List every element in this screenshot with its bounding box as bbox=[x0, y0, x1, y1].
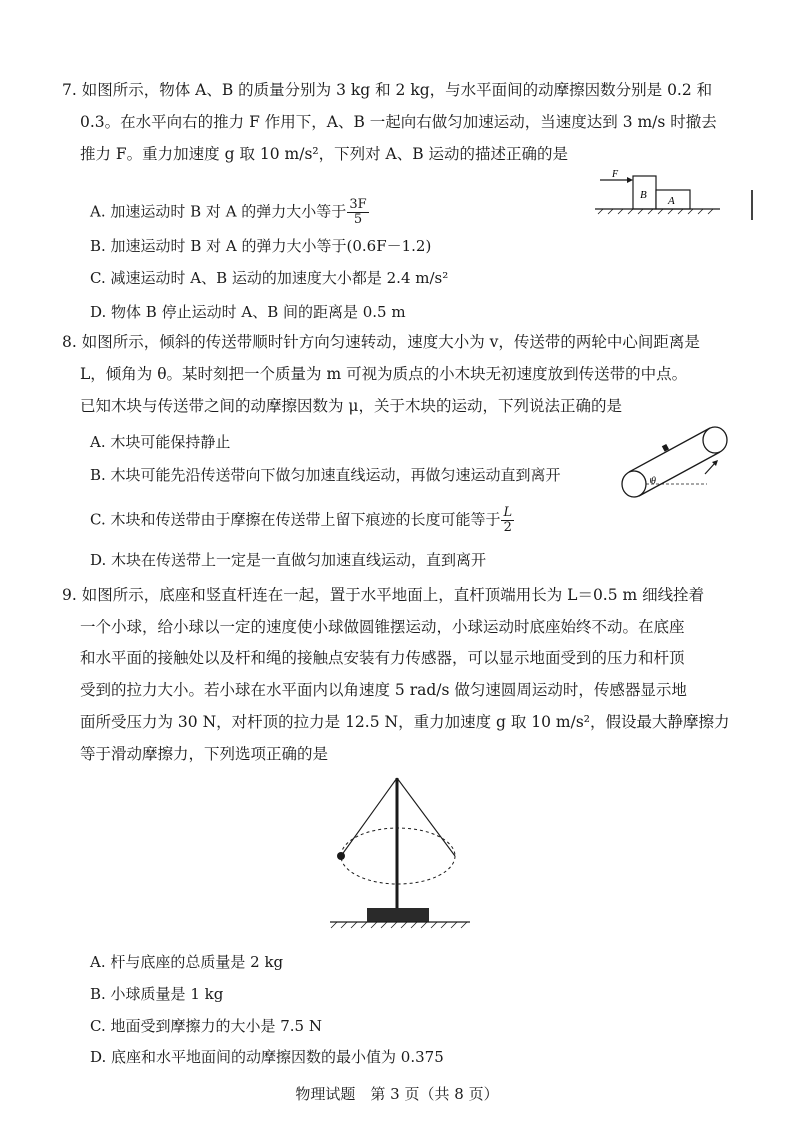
cone-edge bbox=[397, 778, 455, 856]
motion-arrow bbox=[705, 463, 715, 474]
q8-option-b: B. 木块可能先沿传送带向下做匀加速直线运动，再做匀速运动直到离开 bbox=[90, 466, 561, 484]
q9-line-5: 面所受压力为 30 N，对杆顶的拉力是 12.5 N，重力加速度 g 取 10 m/s²，假设最大静摩擦力 bbox=[80, 713, 730, 731]
q9-line-4: 受到的拉力大小。若小球在水平面内以角速度 5 rad/s 做匀速圆周运动时，传感器显示地 bbox=[80, 681, 687, 699]
q7-line-3: 推力 F。重力加速度 g 取 10 m/s²，下列对 A、B 运动的描述正确的是 bbox=[80, 145, 569, 163]
q9-line-1: 9. 如图所示，底座和竖直杆连在一起，置于水平地面上，直杆顶端用长为 L＝0.5 m 细线拴着 bbox=[62, 586, 705, 604]
q9-option-b: B. 小球质量是 1 kg bbox=[90, 985, 224, 1003]
q7-figure bbox=[590, 170, 730, 220]
scan-edge-mark bbox=[751, 190, 753, 220]
top-wheel bbox=[703, 427, 727, 453]
string bbox=[341, 778, 397, 856]
page-footer: 物理试题 第 3 页（共 8 页） bbox=[295, 1085, 499, 1103]
belt-upper bbox=[629, 428, 710, 472]
fraction-denominator: 5 bbox=[353, 212, 363, 227]
q9-option-c: C. 地面受到摩擦力的大小是 7.5 N bbox=[90, 1017, 322, 1035]
block-a-label: A bbox=[668, 195, 675, 207]
q8-option-a: A. 木块可能保持静止 bbox=[90, 433, 231, 451]
q9-option-a: A. 杆与底座的总质量是 2 kg bbox=[90, 953, 284, 971]
angle-label: θ bbox=[651, 476, 656, 487]
fraction-denominator: 2 bbox=[503, 520, 512, 535]
q9-line-2: 一个小球，给小球以一定的速度使小球做圆锥摆运动，小球运动时底座始终不动。在底座 bbox=[80, 618, 685, 636]
q7-option-d: D. 物体 B 停止运动时 A、B 间的距离是 0.5 m bbox=[90, 303, 406, 321]
fraction-numerator: 3F bbox=[349, 197, 367, 212]
q9-line-3: 和水平面的接触处以及杆和绳的接触点安装有力传感器，可以显示地面受到的压力和杆顶 bbox=[80, 649, 685, 667]
force-label: F bbox=[612, 170, 619, 180]
q9-option-d: D. 底座和水平地面间的动摩擦因数的最小值为 0.375 bbox=[90, 1048, 444, 1066]
block-b-label: B bbox=[640, 189, 647, 201]
bottom-wheel bbox=[622, 471, 646, 497]
q7-option-a bbox=[90, 198, 370, 227]
q8-option-c-text: C. 木块和传送带由于摩擦在传送带上留下痕迹的长度可能等于 bbox=[90, 510, 501, 529]
q8-line-2: L，倾角为 θ。某时刻把一个质量为 m 可视为质点的小木块无初速度放到传送带的中点。 bbox=[80, 365, 688, 383]
q8-line-1: 8. 如图所示，倾斜的传送带顺时针方向匀速转动，速度大小为 v，传送带的两轮中心间距离是 bbox=[62, 333, 700, 351]
fraction bbox=[347, 198, 368, 227]
q7-option-a-text: A. 加速运动时 B 对 A 的弹力大小等于 bbox=[90, 202, 347, 221]
q8-figure bbox=[615, 418, 735, 503]
q7-line-2: 0.3。在水平向右的推力 F 作用下，A、B 一起向右做匀加速运动，当速度达到 3 m/s 时撤去 bbox=[80, 113, 717, 131]
q7-option-c: C. 减速运动时 A、B 运动的加速度大小都是 2.4 m/s² bbox=[90, 269, 449, 287]
ground-hatching bbox=[598, 209, 713, 214]
belt-lower bbox=[639, 452, 720, 496]
small-ball bbox=[337, 852, 345, 860]
force-arrowhead bbox=[627, 177, 633, 183]
fraction bbox=[501, 506, 514, 535]
q8-option-d: D. 木块在传送带上一定是一直做匀加速直线运动，直到离开 bbox=[90, 551, 487, 569]
q8-line-3: 已知木块与传送带之间的动摩擦因数为 μ，关于木块的运动，下列说法正确的是 bbox=[80, 397, 623, 415]
q9-line-6: 等于滑动摩擦力，下列选项正确的是 bbox=[80, 745, 329, 763]
q9-figure bbox=[325, 770, 475, 936]
q7-line-1: 7. 如图所示，物体 A、B 的质量分别为 3 kg 和 2 kg，与水平面间的动摩擦因数分别是 0.2 和 bbox=[62, 81, 713, 99]
ground-hatching bbox=[331, 922, 467, 928]
q7-option-b: B. 加速运动时 B 对 A 的弹力大小等于(0.6F－1.2) bbox=[90, 237, 432, 255]
fraction-numerator: L bbox=[503, 505, 513, 520]
base bbox=[367, 908, 429, 922]
q8-option-c bbox=[90, 506, 515, 535]
